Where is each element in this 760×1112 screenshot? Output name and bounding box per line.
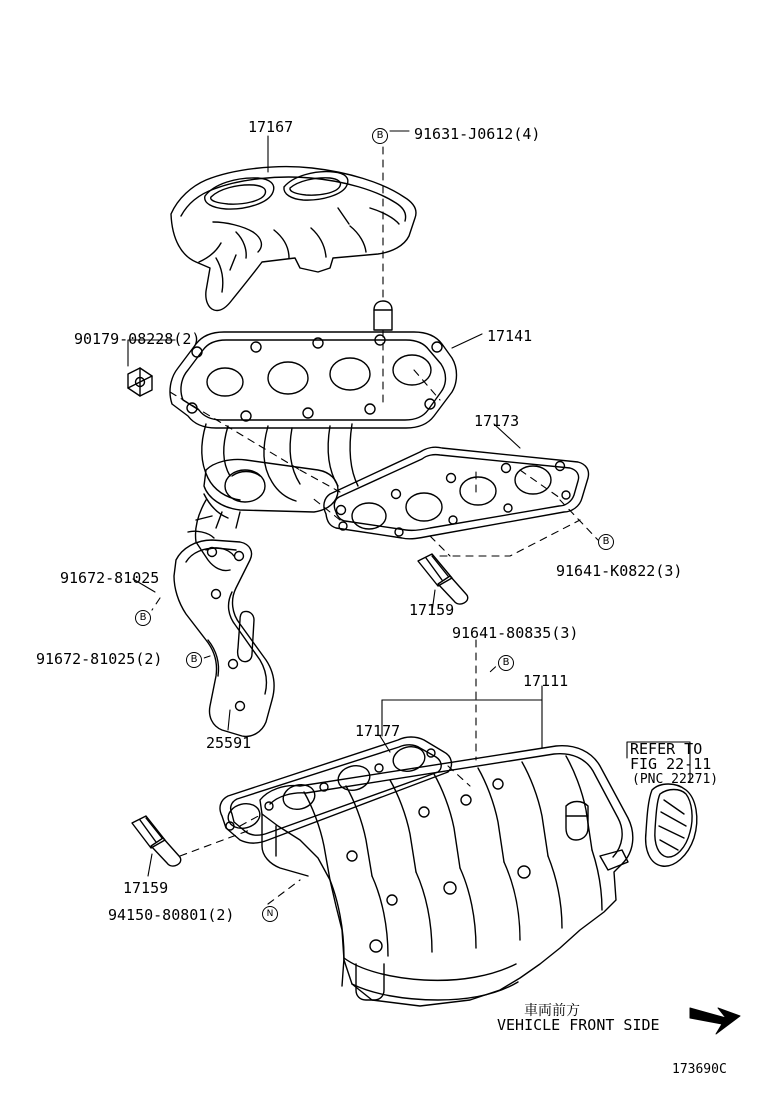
label-17159-lower: 17159 — [123, 879, 169, 897]
front-note-jp: 車両前方 — [524, 1003, 580, 1019]
label-17159-upper: 17159 — [409, 601, 455, 619]
label-17173: 17173 — [474, 412, 520, 430]
label-17141: 17141 — [487, 327, 533, 345]
bolt-symbol-91641-80835: B — [498, 655, 514, 671]
refer-to-line1: REFER TO — [630, 740, 703, 758]
label-91672-81025-2: 91672-81025(2) — [36, 650, 163, 668]
front-note-en: VEHICLE FRONT SIDE — [497, 1016, 660, 1034]
label-91631-j0612: 91631-J0612(4) — [414, 125, 541, 143]
figure-code: 173690C — [672, 1062, 727, 1077]
bolt-symbol-91672-81025-2: B — [186, 652, 202, 668]
label-94150-80801: 94150-80801(2) — [108, 906, 235, 924]
bolt-symbol-91631: B — [372, 128, 388, 144]
label-17111: 17111 — [523, 672, 569, 690]
bolt-symbol-91672-81025: B — [135, 610, 151, 626]
label-25591: 25591 — [206, 734, 252, 752]
label-90179-08228: 90179-08228(2) — [74, 330, 201, 348]
nut-symbol-94150-80801: N — [262, 906, 278, 922]
label-91672-81025: 91672-81025 — [60, 569, 160, 587]
label-17167: 17167 — [248, 118, 294, 136]
refer-to-line3: (PNC 22271) — [632, 772, 719, 787]
bolt-symbol-91641-k0822: B — [598, 534, 614, 550]
refer-to-line2: FIG 22-11 — [630, 755, 712, 773]
label-91641-k0822: 91641-K0822(3) — [556, 562, 683, 580]
label-17177: 17177 — [355, 722, 401, 740]
label-91641-80835: 91641-80835(3) — [452, 624, 579, 642]
